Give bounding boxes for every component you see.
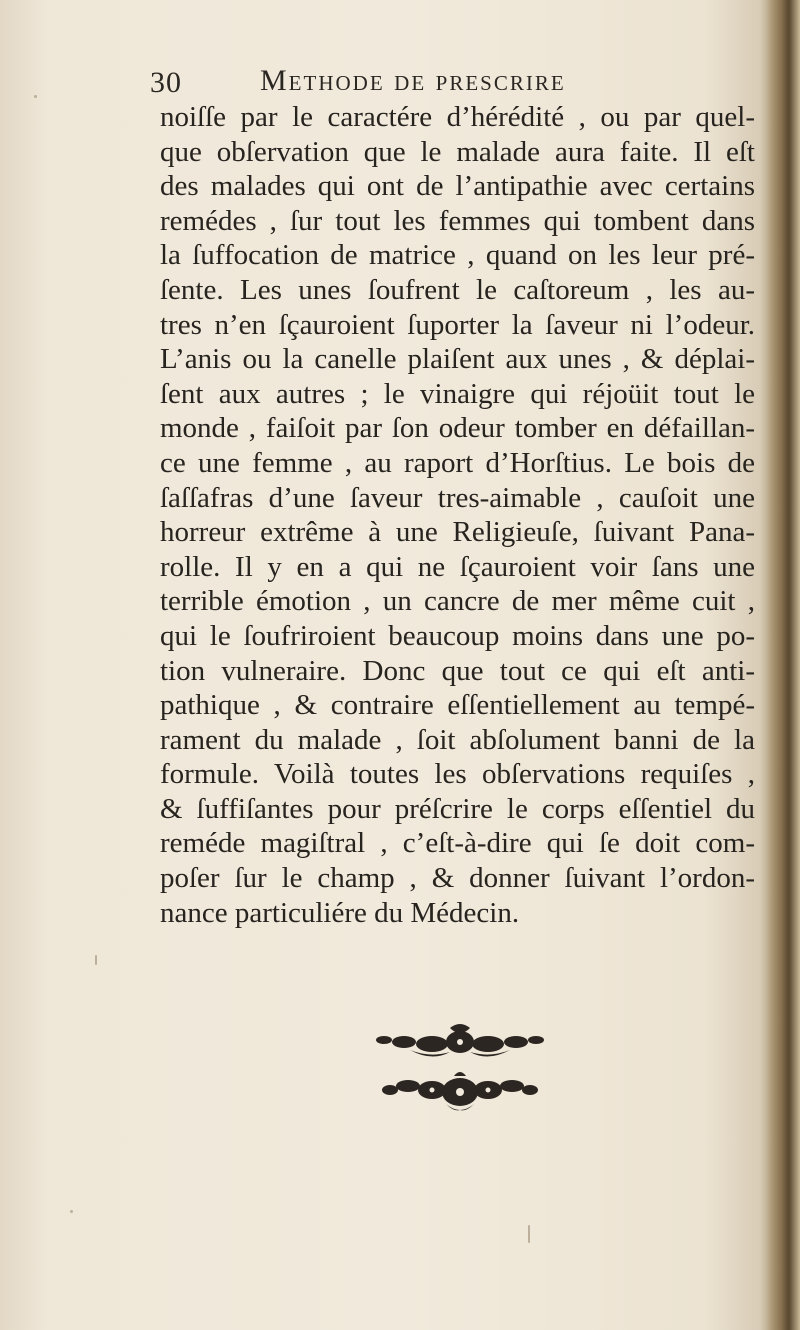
text-line: des malades qui ont de l’antipathie avec certains (160, 170, 755, 203)
text-line: rament du malade , ſoit abſolument banni de la (160, 723, 755, 756)
floral-tailpiece-icon (370, 1020, 550, 1120)
text-line: reméde magiſtral , c’eſt-à-dire qui ſe doit com- (160, 827, 755, 860)
paper-speck (70, 1210, 73, 1213)
text-line: & ſuffiſantes pour préſcrire le corps eſſentiel du (160, 792, 755, 825)
text-line: formule. Voilà toutes les obſervations requiſes , (160, 758, 755, 791)
text-line: ſaſſafras d’une ſaveur tres-aimable , cauſoit une (160, 481, 755, 514)
text-line: remédes , ſur tout les femmes qui tombent dans (160, 204, 755, 237)
text-line: tion vulneraire. Donc que tout ce qui eſt anti- (160, 654, 755, 687)
paper-speck (528, 1225, 530, 1243)
text-line: la ſuffocation de matrice , quand on les leur pré- (160, 239, 755, 272)
text-line: tres n’en ſçauroient ſuporter la ſaveur ni l’odeur. (160, 308, 755, 341)
text-line: horreur extrême à une Religieuſe, ſuivant Pana- (160, 516, 755, 549)
text-line: terrible émotion , un cancre de mer même cuit , (160, 585, 755, 618)
text-line: ſente. Les unes ſoufrent le caſtoreum , les au- (160, 273, 755, 306)
paper-speck (95, 955, 97, 965)
text-line: L’anis ou la canelle plaiſent aux unes , & déplai- (160, 343, 755, 376)
text-line: pathique , & contraire eſſentiellement au tempé- (160, 689, 755, 722)
page-header (150, 64, 750, 104)
text-line: poſer ſur le champ , & donner ſuivant l’ordon- (160, 862, 755, 895)
text-line: nance particuliére du Médecin. (160, 896, 520, 929)
text-line: ſent aux autres ; le vinaigre qui réjoüit tout le (160, 377, 755, 410)
paper-speck (34, 95, 37, 98)
text-line: noiſſe par le caractére d’hérédité , ou par quel- (160, 101, 755, 133)
text-line: que obſervation que le malade aura faite. Il eſt (160, 135, 755, 168)
text-line: qui le ſoufriroient beaucoup moins dans une po- (160, 619, 755, 652)
page-number: 30 (150, 66, 182, 99)
text-line: ce une femme , au raport d’Horſtius. Le bois de (160, 446, 755, 479)
page-gutter-shadow (766, 0, 800, 1330)
running-title: Methode de prescrire (260, 64, 566, 97)
body-text (160, 100, 755, 930)
text-line: monde , faiſoit par ſon odeur tomber en défaillan- (160, 412, 755, 445)
text-line: rolle. Il y en a qui ne ſçauroient voir ſans une (160, 550, 755, 583)
